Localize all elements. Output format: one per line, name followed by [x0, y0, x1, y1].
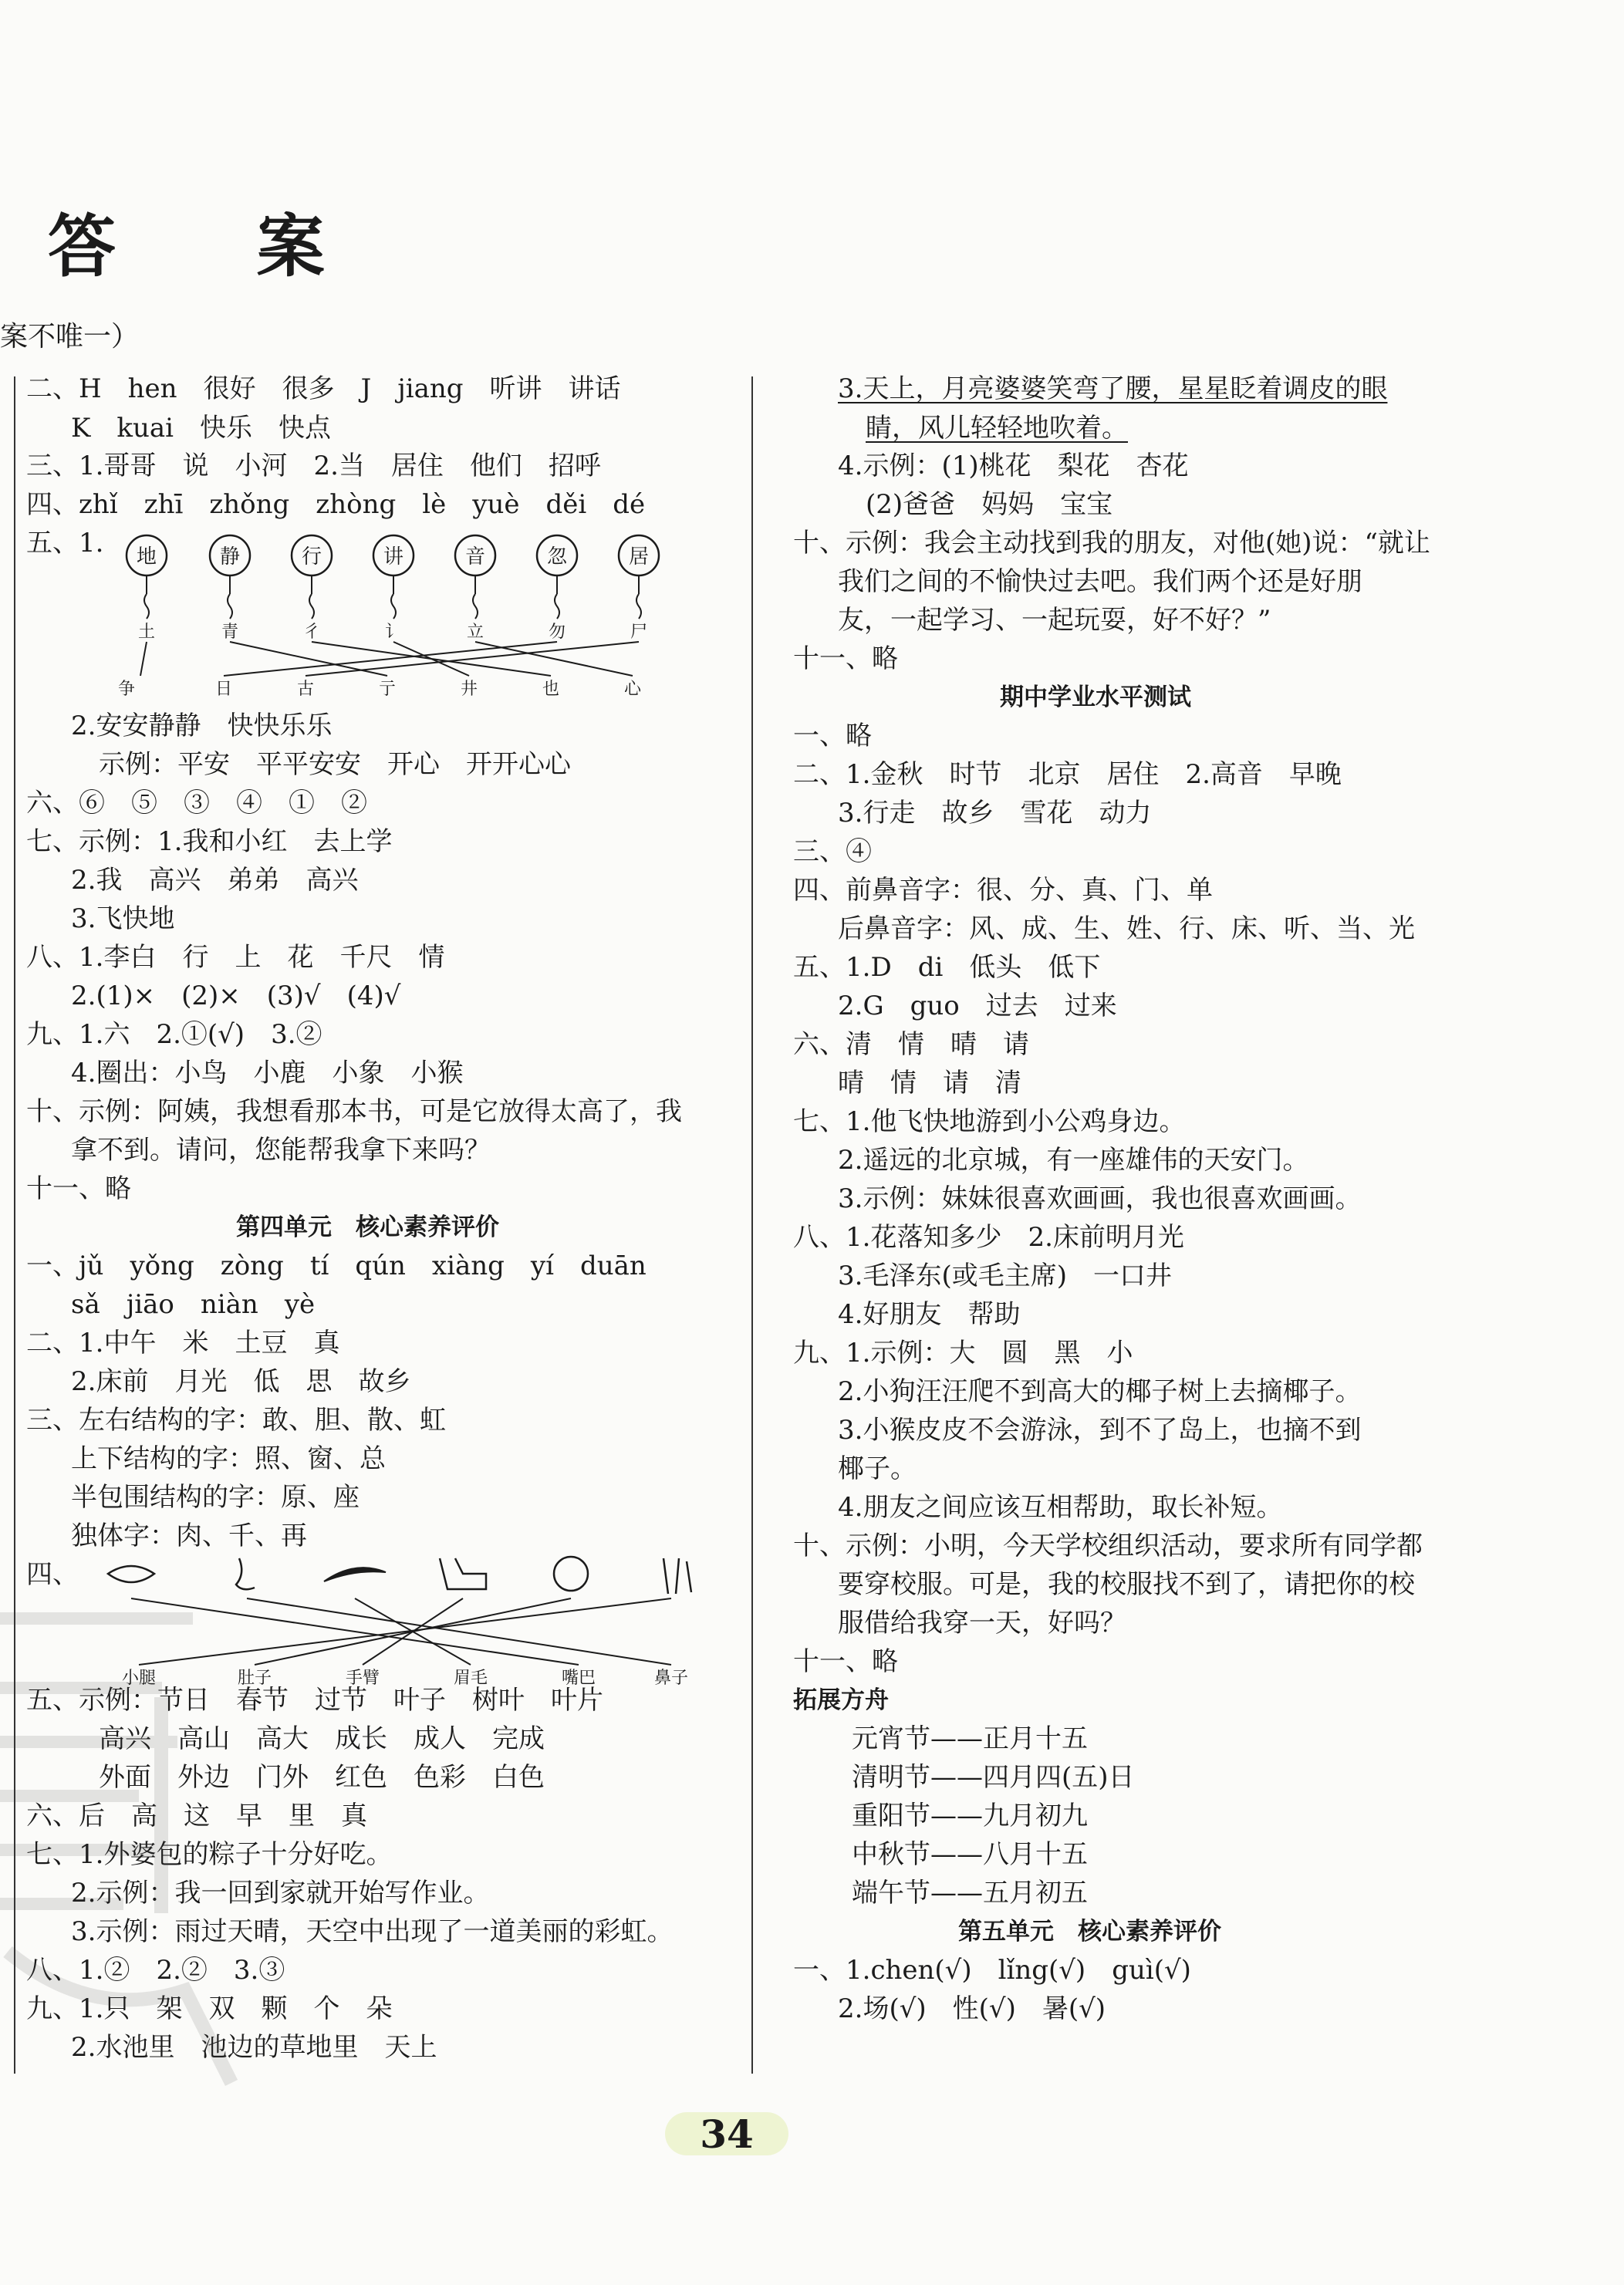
page-title: 答 案 — [48, 206, 383, 286]
answer-line: 七、1.他飞快地游到小公鸡身边。 — [793, 1106, 1186, 1137]
balloon-character: 讲 — [383, 545, 404, 569]
body-part-label: 嘴巴 — [561, 1669, 596, 1688]
answer-line: 一、略 — [793, 721, 872, 751]
answer-line: 十一、略 — [793, 643, 898, 674]
answer-line: 4.示例：(1)桃花 梨花 杏花 — [838, 451, 1189, 481]
answer-line: 二、H hen 很好 很多 J jiang 听讲 讲话 — [26, 373, 621, 404]
page-number: 34 — [700, 2111, 754, 2157]
answer-line: 十一、略 — [26, 1173, 131, 1204]
balloon-character: 静 — [219, 545, 241, 569]
answer-line: 2.安安静静 快快乐乐 — [71, 710, 333, 741]
answer-line: 八、1.花落知多少 2.床前明月光 — [793, 1222, 1184, 1253]
answer-line: 2.我 高兴 弟弟 高兴 — [71, 865, 359, 896]
component-part: 古 — [296, 680, 315, 699]
section-heading: 拓展方舟 — [793, 1686, 889, 1714]
match-line — [224, 642, 557, 676]
answer-line: 九、1.示例：大 圆 黑 小 — [793, 1338, 1133, 1369]
component-part: 争 — [117, 680, 136, 699]
answer-line: 高兴 高山 高大 成长 成人 完成 — [99, 1723, 545, 1754]
balloon-character: 居 — [628, 545, 650, 569]
answer-line: 九、1.只 架 双 颗 个 朵 — [26, 1993, 393, 2024]
answer-line: 十一、略 — [793, 1646, 898, 1677]
component-part: 心 — [623, 680, 642, 699]
answer-line: 3.行走 故乡 雪花 动力 — [838, 798, 1152, 829]
answer-line: 3.飞快地 — [71, 903, 175, 934]
answer-line: 后鼻音字：风、成、生、姓、行、床、听、当、光 — [838, 913, 1415, 944]
answer-line: 七、示例：1.我和小红 去上学 — [26, 826, 393, 857]
answer-line: 2.示例：我一回到家就开始写作业。 — [71, 1878, 490, 1909]
answer-line: 端午节——五月初五 — [852, 1878, 1088, 1909]
radical-part: 土 — [137, 623, 156, 642]
radical-part: 勿 — [548, 623, 566, 642]
answer-line: 十、示例：我会主动找到我的朋友，对他(她)说：“就让 — [793, 528, 1430, 559]
answer-line: 3.示例：妹妹很喜欢画画，我也很喜欢画画。 — [838, 1183, 1362, 1214]
answer-line: 2.水池里 池边的草地里 天上 — [71, 2032, 437, 2063]
answer-line: 要穿校服。可是，我的校服找不到了，请把你的校 — [838, 1569, 1415, 1600]
answer-line: 2.遥远的北京城，有一座雄伟的天安门。 — [838, 1145, 1309, 1176]
body-part-matching-figure — [100, 1558, 717, 1689]
answer-line: 睛，风儿轻轻地吹着。 — [866, 413, 1128, 444]
match-line — [255, 1598, 571, 1665]
answer-line: 五、示例：节日 春节 过节 叶子 树叶 叶片 — [26, 1685, 603, 1716]
component-part: 井 — [460, 680, 478, 699]
answer-line: 2.(1)× (2)× (3)√ (4)√ — [71, 980, 401, 1011]
match-line — [306, 642, 639, 676]
answer-line: 九、1.六 2.①(√) 3.② — [26, 1019, 322, 1050]
balloon-character: 行 — [301, 545, 322, 569]
radical-part: 尸 — [630, 623, 648, 642]
answer-line: K kuai 快乐 快点 — [71, 413, 332, 444]
answer-line: 元宵节——正月十五 — [852, 1723, 1088, 1754]
answer-line: 2.小狗汪汪爬不到高大的椰子树上去摘椰子。 — [838, 1376, 1362, 1407]
match-line — [140, 642, 147, 676]
answer-line: 七、1.外婆包的粽子十分好吃。 — [26, 1839, 393, 1870]
component-part: 日 — [214, 680, 233, 699]
answer-line: 清明节——四月四(五)日 — [852, 1762, 1135, 1793]
match-line — [230, 642, 387, 676]
answer-line: 一、jǔ yǒng zòng tí qún xiàng yí duān — [26, 1251, 647, 1281]
match-line — [475, 642, 633, 676]
answer-line: 独体字：肉、千、再 — [71, 1521, 307, 1551]
body-part-label: 肚子 — [237, 1669, 272, 1688]
answer-line: 十、示例：小明，今天学校组织活动，要求所有同学都 — [793, 1531, 1423, 1561]
answer-line: 中秋节——八月十五 — [852, 1839, 1088, 1870]
answer-line: 三、1.哥哥 说 小河 2.当 居住 他们 招呼 — [26, 451, 601, 481]
answer-line: 一、1.chen(√) lǐng(√) guì(√) — [793, 1955, 1191, 1986]
section-heading: 第四单元 核心素养评价 — [236, 1213, 499, 1241]
answer-line: 二、1.金秋 时节 北京 居住 2.高音 早晚 — [793, 759, 1342, 790]
radical-matching-figure — [117, 532, 679, 702]
answer-line: 我们之间的不愉快过去吧。我们两个还是好朋 — [838, 566, 1362, 597]
answer-line: 五、1. — [26, 528, 104, 559]
answer-line: 四、 — [26, 1559, 79, 1590]
answer-line: 六、后 高 这 早 里 真 — [26, 1801, 367, 1831]
answer-line: 四、前鼻音字：很、分、真、门、单 — [793, 875, 1213, 906]
answer-line: sǎ jiāo niàn yè — [71, 1289, 316, 1320]
answer-line: 八、1.李白 行 上 花 千尺 情 — [26, 942, 445, 973]
eyebrow-icon — [324, 1568, 386, 1581]
lips-icon — [108, 1566, 154, 1582]
answer-line: 二、1.中午 米 土豆 真 — [26, 1328, 340, 1359]
answer-line: 十、示例：阿姨，我想看那本书，可是它放得太高了，我 — [26, 1096, 682, 1127]
answer-line: 友，一起学习、一起玩耍，好不好？” — [838, 605, 1271, 636]
body-part-label: 鼻子 — [653, 1669, 689, 1688]
component-part: 也 — [542, 680, 560, 699]
match-line — [131, 1598, 579, 1665]
answer-line: 2.场(√) 性(√) 暑(√) — [838, 1993, 1106, 2024]
body-part-label: 手臂 — [345, 1669, 380, 1688]
match-line — [247, 1598, 671, 1665]
answer-line: 2.床前 月光 低 思 故乡 — [71, 1366, 411, 1397]
page-number-badge — [665, 2106, 788, 2162]
body-part-label: 小腿 — [121, 1669, 157, 1688]
section-heading: 期中学业水平测试 — [1000, 683, 1191, 711]
section-heading: 第五单元 核心素养评价 — [958, 1918, 1221, 1946]
answer-line: 四、zhǐ zhī zhǒng zhòng lè yuè děi dé — [26, 489, 646, 520]
answer-line: 半包围结构的字：原、座 — [71, 1482, 360, 1513]
match-line — [139, 1598, 671, 1665]
answer-line: (2)爸爸 妈妈 宝宝 — [866, 489, 1113, 520]
radical-part: 讠 — [384, 623, 403, 642]
answer-line: 3.小猴皮皮不会游泳，到不了岛上，也摘不到 — [838, 1415, 1362, 1446]
face-icon — [554, 1557, 588, 1591]
arm-icon — [440, 1558, 486, 1589]
answer-line: 服借给我穿一天，好吗？ — [838, 1608, 1126, 1639]
balloon-character: 音 — [464, 545, 486, 569]
answer-line: 拿不到。请问，您能帮我拿下来吗？ — [71, 1135, 491, 1166]
answer-line: 4.圈出：小鸟 小鹿 小象 小猴 — [71, 1058, 464, 1088]
body-part-label: 眉毛 — [453, 1669, 488, 1688]
radical-part: 青 — [221, 623, 239, 642]
nose-icon — [236, 1558, 255, 1589]
answer-line: 重阳节——九月初九 — [852, 1801, 1088, 1831]
left-margin-rule — [14, 376, 15, 2074]
answer-line: 4.朋友之间应该互相帮助，取长补短。 — [838, 1492, 1283, 1523]
answer-line: 五、1.D di 低头 低下 — [793, 952, 1101, 983]
answer-line: 椰子。 — [838, 1453, 917, 1484]
answer-line: 3.示例：雨过天晴，天空中出现了一道美丽的彩虹。 — [71, 1916, 674, 1947]
balloon-character: 忽 — [546, 545, 568, 569]
answer-line: 三、左右结构的字：敢、胆、散、虹 — [26, 1405, 446, 1436]
match-line — [393, 642, 469, 676]
answer-line: 上下结构的字：照、窗、总 — [71, 1443, 386, 1474]
radical-part: 彳 — [302, 623, 321, 642]
balloon-character: 地 — [136, 545, 157, 569]
answer-line: 三、④ — [793, 836, 872, 867]
component-part: 亍 — [378, 680, 397, 699]
legs-icon — [663, 1558, 691, 1594]
answer-line: 4.好朋友 帮助 — [838, 1299, 1021, 1330]
column-divider — [751, 376, 753, 2074]
radical-part: 立 — [466, 623, 484, 642]
answer-line: 六、⑥ ⑤ ③ ④ ① ② — [26, 788, 367, 818]
answer-line: 外面 外边 门外 红色 色彩 白色 — [99, 1762, 545, 1793]
answer-line: 八、1.② 2.② 3.③ — [26, 1955, 285, 1986]
answer-line: 3.毛泽东(或毛主席) 一口井 — [838, 1261, 1172, 1291]
answer-line: 六、清 情 晴 请 — [793, 1029, 1029, 1060]
answer-line: 2.G guo 过去 过来 — [838, 991, 1117, 1021]
answer-line: 3.天上，月亮婆婆笑弯了腰，星星眨着调皮的眼 — [838, 373, 1388, 404]
answer-line: 示例：平安 平平安安 开心 开开心心 — [99, 749, 571, 780]
answer-line: 晴 情 请 清 — [838, 1068, 1021, 1099]
answer-note: 案不唯一） — [0, 321, 140, 353]
